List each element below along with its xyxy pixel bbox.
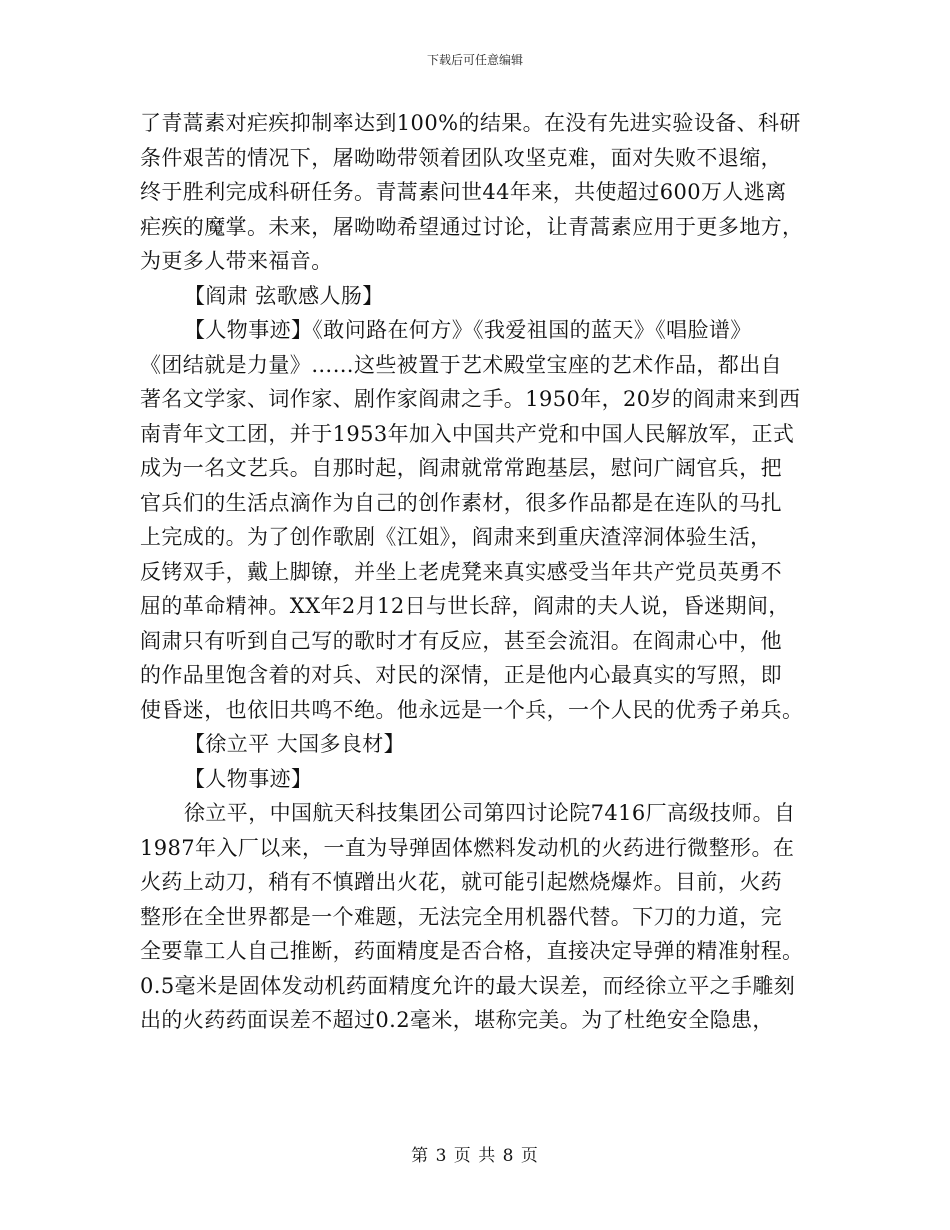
page-number-footer: 第 3 页 共 8 页 bbox=[411, 1146, 539, 1166]
text-line: 为更多人带来福音。 bbox=[140, 249, 333, 273]
text-line: 了青蒿素对疟疾抑制率达到100%的结果。在没有先进实验设备、科研 bbox=[140, 111, 801, 135]
text-line: 全要靠工人自己推断，药面精度是否合格，直接决定导弹的精准射程。 bbox=[140, 939, 804, 963]
document-body bbox=[140, 106, 812, 1038]
text-line: 1987年入厂以来，一直为导弹固体燃料发动机的火药进行微整形。在 bbox=[140, 835, 795, 860]
text-line: 疟疾的魔掌。未来，屠呦呦希望通过讨论，让青蒿素应用于更多地方， bbox=[140, 214, 804, 239]
section-heading-yan-su: 【阎肃 弦歌感人肠】 bbox=[184, 283, 384, 308]
text-line: 终于胜利完成科研任务。青蒿素问世44年来，共使超过600万人逃离 bbox=[140, 180, 787, 204]
text-line: 徐立平，中国航天科技集团公司第四讨论院7416厂高级技师。自 bbox=[184, 801, 796, 825]
text-line: 官兵们的生活点滴作为自己的创作素材，很多作品都是在连队的马扎 bbox=[140, 490, 782, 515]
text-line: 出的火药药面误差不超过0.2毫米，堪称完美。为了杜绝安全隐患， bbox=[140, 1008, 774, 1032]
subsection-heading: 【人物事迹】 bbox=[184, 766, 313, 791]
text-line: 著名文学家、词作家、剧作家阎肃之手。1950年，20岁的阎肃来到西 bbox=[140, 387, 801, 411]
text-line: 屈的革命精神。XX年2月12日与世长辞，阎肃的夫人说，昏迷期间， bbox=[140, 594, 790, 618]
text-line: 反铐双手，戴上脚镣，并坐上老虎凳来真实感受当年共产党员英勇不 bbox=[140, 559, 782, 584]
text-line: 南青年文工团，并于1953年加入中国共产党和中国人民解放军，正式 bbox=[140, 421, 795, 446]
text-line: 《团结就是力量》……这些被置于艺术殿堂宝座的艺术作品，都出自 bbox=[140, 352, 782, 377]
text-line: 0.5毫米是固体发动机药面精度允许的最大误差，而经徐立平之手雕刻 bbox=[140, 973, 796, 998]
text-line: 成为一名文艺兵。自那时起，阎肃就常常跑基层，慰问广阔官兵，把 bbox=[140, 456, 782, 480]
text-line: 火药上动刀，稍有不慎蹭出火花，就可能引起燃烧爆炸。目前，火药 bbox=[140, 870, 782, 894]
text-line: 的作品里饱含着的对兵、对民的深情，正是他内心最真实的写照，即 bbox=[140, 663, 782, 687]
text-line: 【人物事迹】《敢问路在何方》《我爱祖国的蓝天》《唱脸谱》 bbox=[184, 318, 752, 342]
text-line: 阎肃只有听到自己写的歌时才有反应，甚至会流泪。在阎肃心中，他 bbox=[140, 628, 782, 653]
text-line: 条件艰苦的情况下，屠呦呦带领着团队攻坚克难，面对失败不退缩， bbox=[140, 145, 782, 170]
section-heading-xu-liping: 【徐立平 大国多良材】 bbox=[184, 732, 406, 756]
page-header: 下载后可任意编辑 bbox=[426, 53, 523, 67]
text-line: 整形在全世界都是一个难题，无法完全用机器代替。下刀的力道，完 bbox=[140, 904, 782, 929]
text-line: 上完成的。为了创作歌剧《江姐》，阎肃来到重庆渣滓洞体验生活， bbox=[140, 525, 772, 549]
text-line: 使昏迷，也依旧共鸣不绝。他永远是一个兵，一个人民的优秀子弟兵。 bbox=[140, 697, 804, 722]
